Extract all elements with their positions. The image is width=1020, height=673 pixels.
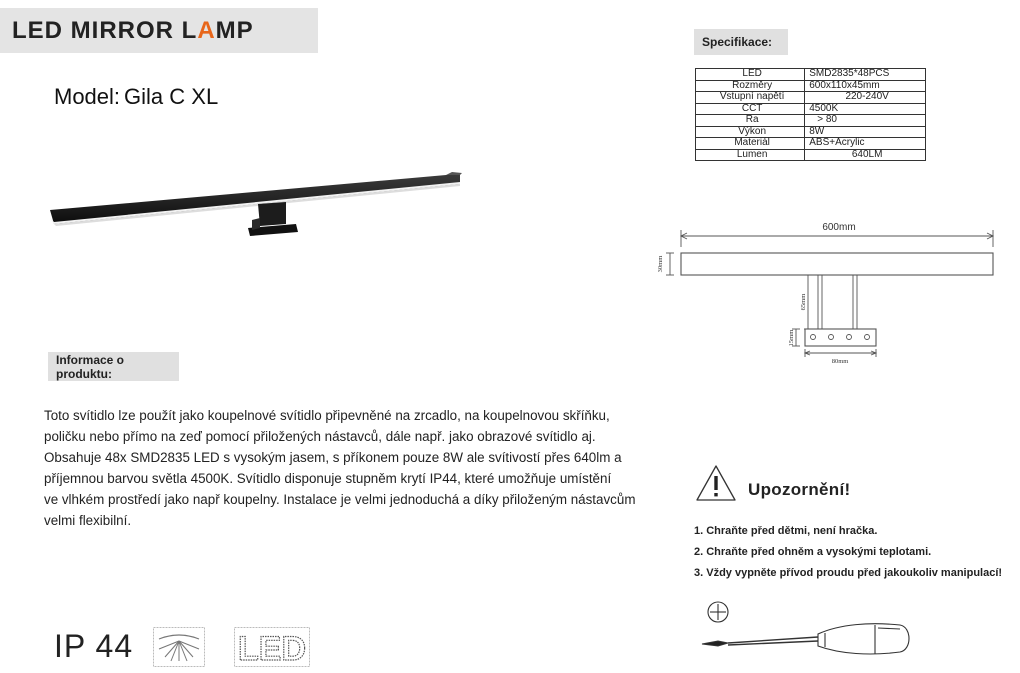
spec-value: 8W (805, 126, 926, 138)
product-title: LED MIRROR LAMP (12, 16, 254, 44)
spec-value: 220-240V (805, 92, 926, 104)
product-info-heading: Informace o produktu: (48, 352, 179, 381)
description-line: velmi flexibilní. (44, 513, 132, 528)
spec-row (696, 92, 926, 104)
spec-key: Vstupní napětí (696, 92, 805, 104)
spec-row (696, 103, 926, 115)
spec-value: 640LM (805, 149, 926, 161)
dimension-drawing (650, 215, 1000, 365)
spec-key: CCT (696, 103, 805, 115)
title-banner (0, 8, 318, 53)
model-value: Gila C XL (124, 84, 219, 109)
light-rays-icon (153, 627, 205, 667)
warning-item: 1. Chraňte před dětmi, není hračka. (694, 525, 878, 537)
warning-title: Upozornění! (748, 480, 851, 499)
spec-row (696, 149, 926, 161)
spec-value: 600x110x45mm (805, 80, 926, 92)
spec-value: ABS+Acrylic (805, 138, 926, 150)
spec-value: SMD2835*48PCS (805, 69, 926, 81)
spec-row (696, 80, 926, 92)
description-line: Obsahuje 48x SMD2835 LED s vysokým jasem, s příkonem pouze 8W ale svítivostí přes 640lm a (44, 450, 622, 465)
spec-heading: Specifikace: (694, 29, 788, 55)
spec-key: Materiál (696, 138, 805, 150)
dim-base-width-label: 80mm (831, 358, 849, 365)
warning-triangle-icon (694, 463, 738, 503)
dim-arm-label: 65mm (800, 293, 807, 311)
spec-table (695, 68, 926, 161)
spec-key: LED (696, 69, 805, 81)
description-line: Toto svítidlo lze použít jako koupelnové svítidlo připevněné na zrcadlo, na koupelnovou skříňku, (44, 408, 610, 423)
spec-key: Lumen (696, 149, 805, 161)
led-badge-label: LED (238, 630, 306, 667)
warning-list (694, 524, 1002, 587)
screwdriver-icon (700, 598, 915, 668)
lamp-image (48, 160, 468, 240)
description-line: příjemnou barvou světla 4500K. Svítidlo disponuje stupněm krytí IP44, které umožňuje umístění (44, 471, 612, 486)
dim-base-height-label: 15mm (788, 329, 795, 347)
description-line: ve vlhkém prostředí jako např koupelny. Instalace je velmi jednoduchá a díky přiloženým nástavcům (44, 492, 636, 507)
spec-key: Výkon (696, 126, 805, 138)
dim-width-label: 600mm (822, 222, 856, 233)
warning-item: 2. Chraňte před ohněm a vysokými teplotami. (694, 546, 932, 558)
spec-row (696, 126, 926, 138)
spec-row (696, 69, 926, 81)
warning-item: 3. Vždy vypněte přívod proudu před jakoukoliv manipulací! (694, 567, 1003, 579)
led-badge (234, 627, 310, 667)
description-line: poličku nebo přímo na zeď pomocí přiložených nástavců, dále např. jako obrazové svítidlo aj. (44, 429, 596, 444)
dim-height-label: 30mm (657, 255, 664, 273)
spec-key: Rozměry (696, 80, 805, 92)
spec-key: Ra (696, 115, 805, 127)
model-label: Model: (54, 84, 121, 109)
model-line (54, 84, 218, 110)
spec-row (696, 138, 926, 150)
ip-rating-badge: IP 44 (54, 628, 134, 664)
spec-value: > 80 (805, 115, 926, 127)
spec-row (696, 115, 926, 127)
product-description (44, 405, 644, 531)
spec-value: 4500K (805, 103, 926, 115)
